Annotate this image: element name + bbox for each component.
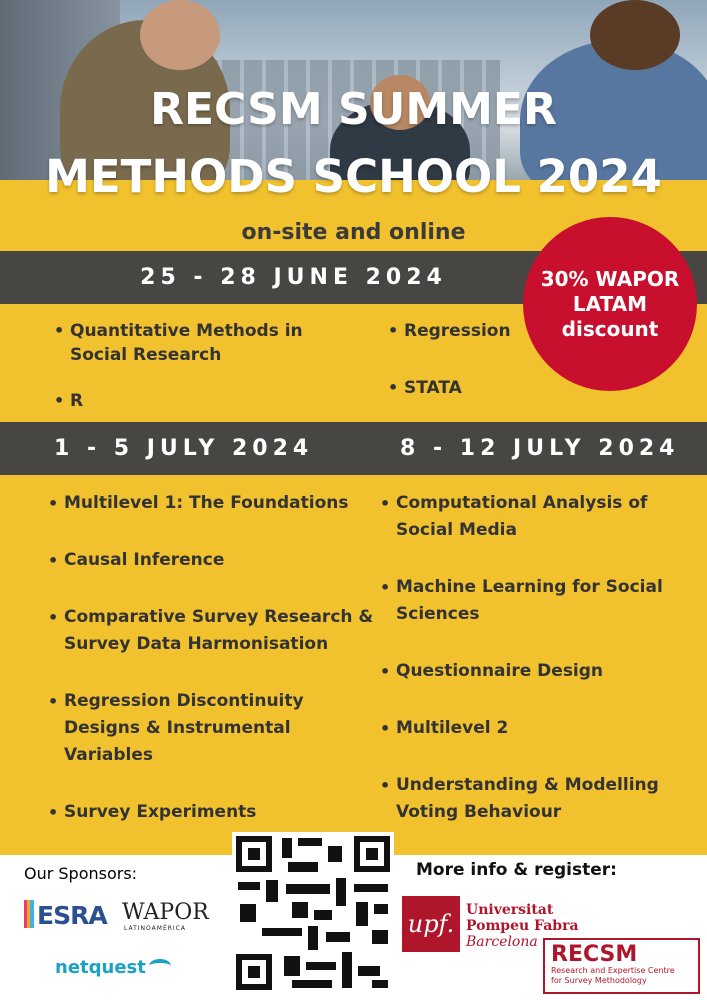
wapor-logo-text: WAPOR (122, 900, 209, 925)
list-item: • STATA (388, 376, 528, 400)
qr-finder-icon (236, 836, 272, 872)
qr-module (298, 838, 322, 846)
recsm-logo-name: RECSM (551, 942, 638, 967)
recsm-logo-line2: for Survey Methodology (551, 976, 647, 985)
qr-module (354, 884, 388, 892)
qr-module (282, 838, 292, 858)
list-item: • Survey Experiments (48, 799, 378, 826)
qr-module (374, 904, 388, 914)
esra-logo-text: ESRA (37, 901, 107, 930)
list-item: • Machine Learning for Social Sciences (380, 574, 690, 628)
list-item: • Multilevel 1: The Foundations (48, 490, 378, 517)
esra-logo[interactable] (24, 900, 107, 930)
qr-module (262, 928, 302, 936)
qr-module (266, 880, 278, 902)
discount-badge (523, 217, 697, 391)
july-left-dates: 1 - 5 JULY 2024 (54, 436, 314, 461)
july-left-course-list (48, 490, 378, 826)
upf-line3: Barcelona (466, 934, 538, 950)
qr-module (358, 966, 380, 976)
page-title-line2: METHODS SCHOOL 2024 (45, 150, 662, 203)
list-item: • Quantitative Methods in Social Research (54, 319, 344, 367)
list-item: • Regression Discontinuity Designs & Instrumental Variables (48, 688, 318, 769)
netquest-wave-icon (149, 959, 171, 973)
list-item: • Computational Analysis of Social Media (380, 490, 690, 544)
qr-module (372, 930, 388, 944)
qr-module (356, 902, 368, 926)
list-item: • R (54, 389, 344, 413)
recsm-logo[interactable] (543, 938, 700, 994)
qr-module (308, 926, 318, 950)
badge-line2: LATAM (572, 291, 648, 316)
list-item: • Questionnaire Design (380, 658, 690, 685)
qr-module (372, 980, 388, 988)
register-label: More info & register: (416, 860, 617, 880)
july-right-course-list (380, 490, 690, 826)
subtitle: on-site and online (241, 220, 466, 245)
list-item: • Understanding & Modelling Voting Behaviour (380, 772, 690, 826)
wapor-logo[interactable] (122, 900, 209, 932)
list-item: • Regression (388, 319, 528, 343)
qr-module (342, 952, 352, 988)
list-item: • Comparative Survey Research & Survey Data Harmonisation (48, 604, 378, 658)
june-dates: 25 - 28 JUNE 2024 (140, 265, 447, 290)
netquest-logo[interactable] (55, 957, 171, 978)
july-right-dates: 8 - 12 JULY 2024 (400, 436, 680, 461)
qr-module (306, 962, 336, 970)
june-left-course-list (54, 319, 344, 413)
wapor-logo-subtext: LATINOAMÉRICA (124, 925, 186, 932)
qr-module (292, 980, 332, 988)
upf-line1: Universitat (466, 902, 554, 918)
qr-finder-icon (236, 954, 272, 990)
recsm-logo-line1: Research and Expertise Centre (551, 966, 675, 975)
sponsors-label: Our Sponsors: (24, 864, 138, 883)
person-head-shape (590, 0, 680, 70)
page-title-line1: RECSM SUMMER (150, 84, 557, 135)
badge-line3: discount (561, 316, 659, 341)
qr-module (288, 862, 318, 872)
qr-module (240, 904, 256, 922)
qr-module (336, 878, 346, 906)
netquest-logo-text: netquest (55, 957, 146, 978)
list-item: • Multilevel 2 (380, 715, 690, 742)
qr-module (292, 902, 308, 918)
qr-module (314, 910, 332, 920)
june-right-course-list (388, 319, 528, 400)
qr-module (238, 882, 260, 890)
qr-code-icon[interactable] (232, 832, 394, 994)
qr-module (286, 884, 330, 894)
qr-finder-icon (354, 836, 390, 872)
qr-module (284, 956, 300, 976)
person-head-shape (140, 0, 220, 70)
qr-module (326, 932, 350, 942)
july-date-band (0, 422, 707, 475)
qr-module (328, 846, 342, 862)
esra-bars-icon (24, 900, 34, 928)
list-item: • Causal Inference (48, 547, 378, 574)
upf-mark: upf. (402, 896, 460, 952)
upf-line2: Pompeu Fabra (466, 918, 579, 934)
badge-line1: 30% WAPOR (540, 266, 680, 291)
